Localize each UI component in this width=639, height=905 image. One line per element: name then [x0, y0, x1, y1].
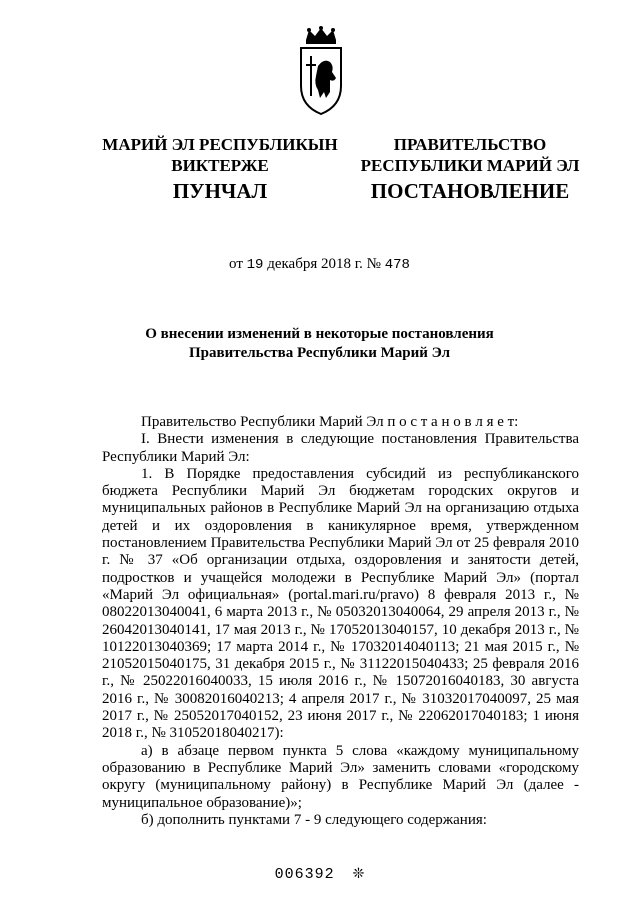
date-line: [0, 256, 639, 273]
header-left-doc: ПУНЧАЛ: [172, 179, 268, 203]
document-number: 478: [384, 257, 410, 273]
header-right-doc: ПОСТАНОВЛЕНИЕ: [370, 179, 570, 203]
body-paragraph-4: а) в абзаце первом пункта 5 слова «каждому муниципальному образованию в Республике Марий Эл» заменить словами «городскому округу (муниципальному району) в Республике Марий Эл (далее - муниципальное образование)»;: [102, 742, 579, 811]
body-paragraph-5: б) дополнить пунктами 7 - 9 следующего содержания:: [141, 811, 487, 828]
footer: [0, 865, 639, 883]
title-line2: Правительства Республики Марий Эл: [188, 345, 451, 361]
coat-of-arms-icon: [296, 26, 346, 116]
header-right-line2: РЕСПУБЛИКИ МАРИЙ ЭЛ: [360, 156, 580, 175]
serial-number: 006392: [274, 866, 335, 883]
header-left-line1: МАРИЙ ЭЛ РЕСПУБЛИКЫН: [102, 135, 338, 154]
body-paragraph-3: 1. В Порядке предоставления субсидий из республиканского бюджета Республики Марий Эл бюджетам городских округов и муниципальных районов в Республике Марий Эл на организацию отдыха детей и их оздоровления в каникулярное время, утвержденном постановлением Правительства Республики Марий Эл от 25 февраля 2010 г. № 37 «Об организации отдыха, оздоровления и занятости детей, подростков и учащейся молодежи в Республике Марий Эл» (портал «Марий Эл официальная» (portal.mari.ru/pravo) 8 февраля 2013 г., № 08022013040041, 6 марта 2013 г., № 05032013040064, 29 апреля 2013 г., № 26042013040141, 17 мая 2013 г., № 17052013040157, 10 декабря 2013 г., № 10122013040369; 17 марта 2014 г., № 17032014040113; 21 мая 2015 г., № 21052015040175, 31 декабря 2015 г., № 31122015040433; 25 февраля 2016 г., № 25022016040033, 15 июля 2016 г., № 15072016040183, 30 августа 2016 г., № 30082016040213; 4 апреля 2017 г., № 31032017040097, 25 мая 2017 г., № 25052017040152, 23 июня 2017 г., № 22062017040183; 1 июня 2018 г., № 31052018040217):: [102, 465, 579, 742]
coat-of-arms: [296, 26, 346, 116]
title-line1: О внесении изменений в некоторые постановления: [145, 326, 494, 342]
date-middle: декабря 2018 г. №: [267, 256, 381, 272]
body-paragraph-2: I. Внести изменения в следующие постановления Правительства Республики Марий Эл:: [102, 431, 579, 465]
body-paragraph-1: Правительство Республики Марий Эл п о с т а н о в л я е т:: [141, 414, 519, 430]
header-right-line1: ПРАВИТЕЛЬСТВО: [393, 135, 547, 154]
header-left-line2: ВИКТЕРЖЕ: [171, 156, 269, 175]
snowflake-icon: ❊: [352, 866, 365, 882]
document-title: [0, 325, 639, 363]
date-day: 19: [246, 257, 264, 273]
date-prefix: от: [229, 256, 243, 272]
document-body: [102, 414, 579, 829]
